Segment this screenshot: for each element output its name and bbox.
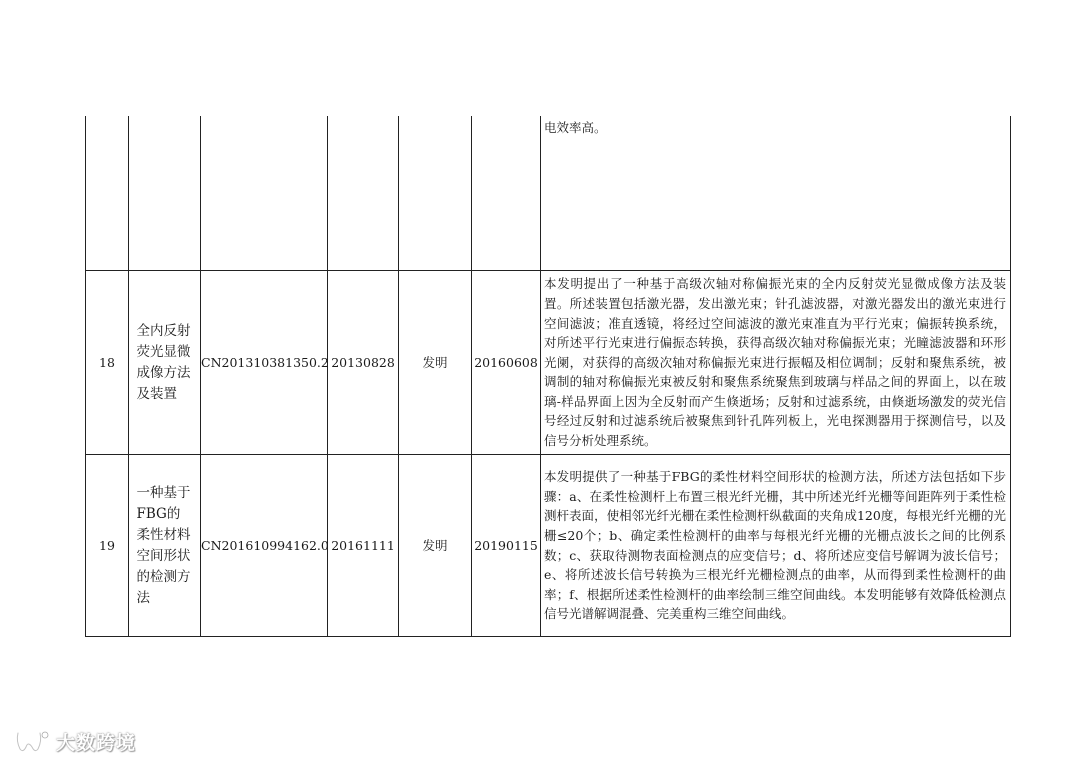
row-number: 19 [99,537,115,553]
cell-abstract [541,116,1011,271]
patent-name: 全内反射荧光显微成像方法及装置 [136,322,191,402]
watermark-text: 大数跨境 [56,731,137,754]
cell-name [129,271,201,455]
cell-name [129,116,201,271]
cell-abstract [541,271,1011,455]
patent-type: 发明 [422,537,448,553]
cell-publication-date [472,116,541,271]
publication-date: 20160608 [474,354,538,370]
cell-type [399,455,472,637]
cell-application-date [328,271,399,455]
table-row [86,455,1011,637]
abstract-text: 本发明提供了一种基于FBG的柔性材料空间形状的检测方法，所述方法包括如下步骤：a、在柔性检测杆上布置三根光纤光栅，其中所述光纤光栅等间距阵列于柔性检测杆表面，使相邻光纤光栅在柔性检测杆纵截面的夹角成120度，每根光纤光栅的光栅≤20个；b、确定柔性检测杆的曲率与每根光纤光栅的光栅点波长之间的比例系数；c、获取待测物表面检测点的应变信号；d、将所述应变信号解调为波长信号；e、将所述波长信号转换为三根光纤光栅检测点的曲率，从而得到柔性检测杆的曲率；f、根据所述柔性检测杆的曲率绘制三维空间曲线。本发明能够有效降低检测点信号光谱解调混叠、完美重构三维空间曲线。 [544,469,1006,622]
cell-no [86,455,129,637]
abstract-text: 电效率高。 [544,120,607,135]
application-number: CN201310381350.2 [201,354,329,370]
table-row [86,271,1011,455]
patent-name: 一种基于FBG的柔性材料空间形状的检测方法 [136,484,191,606]
cell-no [86,116,129,271]
cell-no [86,271,129,455]
table-row-continuation [86,116,1011,271]
cell-type [399,116,472,271]
cell-publication-date [472,271,541,455]
cell-abstract [541,455,1011,637]
abstract-text: 本发明提出了一种基于高级次轴对称偏振光束的全内反射荧光显微成像方法及装置。所述装置包括激光器，发出激光束；针孔滤波器，对激光器发出的激光束进行空间滤波；准直透镜，将经过空间滤波的激光束准直为平行光束；偏振转换系统，对所述平行光束进行偏振态转换，获得高级次轴对称偏振光束；光瞳滤波器和环形光阑，对获得的高级次轴对称偏振光束进行振幅及相位调制；反射和聚焦系统，被调制的轴对称偏振光束被反射和聚焦系统聚焦到玻璃与样品之间的界面上，以在玻璃-样品界面上因为全反射而产生倏逝场；反射和过滤系统，由倏逝场激发的荧光信号经过反射和过滤系统后被聚焦到针孔阵列板上，光电探测器用于探测信号，以及信号分析处理系统。 [544,276,1006,449]
watermark [14,724,136,758]
cell-application-no [201,116,328,271]
cell-publication-date [472,455,541,637]
wechat-channel-logo-icon [14,728,50,754]
cell-name [129,455,201,637]
application-date: 20130828 [331,354,395,370]
cell-type [399,271,472,455]
row-number: 18 [99,354,115,370]
publication-date: 20190115 [474,537,538,553]
cell-application-date [328,455,399,637]
application-date: 20161111 [331,537,395,553]
patent-table [85,116,1011,637]
cell-application-no [201,455,328,637]
application-number: CN201610994162.0 [201,537,329,553]
cell-application-no [201,271,328,455]
patent-type: 发明 [422,354,448,370]
cell-application-date [328,116,399,271]
